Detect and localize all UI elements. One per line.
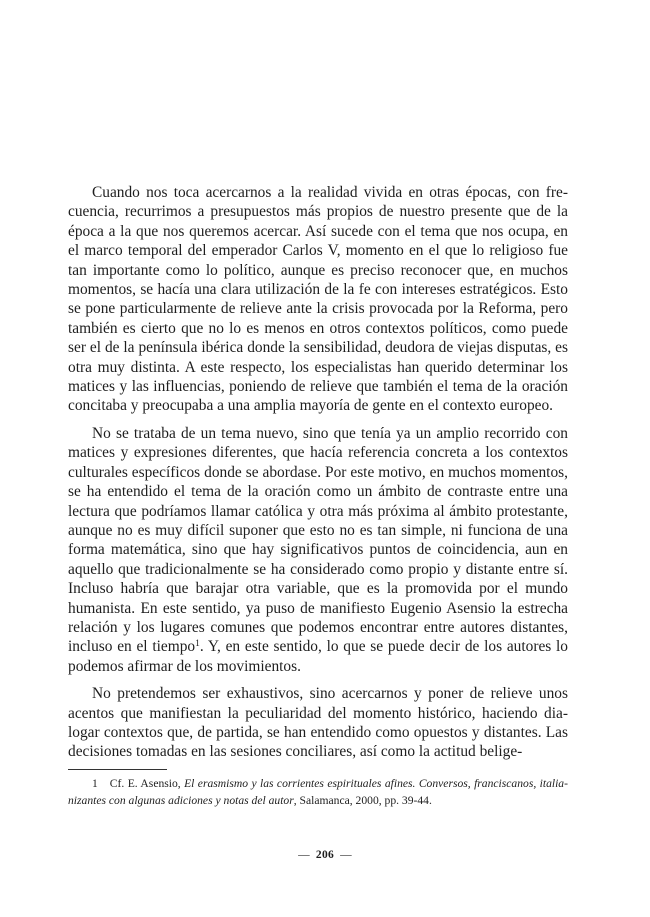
footnote-number: 1 [92,777,98,790]
footnote-citation-tail: , Salamanca, 2000, pp. 39-44. [293,794,432,807]
footnote-separator [68,769,167,770]
footnote [68,775,568,809]
paragraph-text: No se trataba de un tema nuevo, sino que tenía ya un amplio recorrido con matices y expresiones diferentes, que hacía referencia concreta a los contextos culturales específicos donde se abordase. Por este motivo, en muchos momentos, se ha entendido el tema de la oración como un ámbito de contraste entre una lectura que podríamos llamar católica y otra más próxima al ámbito protestante, aunque no es muy difícil suponer que esto no es tan simple, ni funciona de una forma matemática, sino que hay significativos puntos de coincidencia, aun en aquello que tradicionalmente se ha considerado como propio y distante entre sí. Incluso habría que barajar otra variable, que es la promovida por el mundo humanista. En este sentido, ya puso de manifiesto Eugenio Asensio la estrecha relación y los lugares comunes que podemos encontrar entre autores distantes, incluso en el tiempo [68,424,568,656]
footnote-reference[interactable]: 1 [195,639,200,650]
footnote-citation-lead: Cf. E. Asensio, [109,777,185,790]
footnote-book-title: El erasmismo y las corrientes espirituales afines. Conversos, franciscanos, italianizantes con algunas adiciones y notas del autor [68,777,568,807]
page-number [0,849,650,861]
paragraph-text: Cuando nos toca acercarnos a la realidad vivida en otras épocas, con frecuencia, recurrimos a presupuestos más propios de nuestro presente que de la época a la que nos queremos acercar. Así sucede con el tema que nos ocupa, en el marco temporal del emperador Carlos V, momento en el que lo religioso fue tan importante como lo político, aunque es preciso reconocer que, en muchos momentos, se hacía una clara utilización de la fe con intereses estratégicos. Esto se pone particularmente de relieve ante la crisis provocada por la Reforma, pero también es cierto que no lo es menos en otros contextos políticos, como puede ser el de la península ibérica donde la sensibilidad, deudora de viejas disputas, es otra muy distinta. A este respecto, los especialistas han querido determinar los matices y las influencias, poniendo de relieve que también el tema de la oración concitaba y preocupaba a una amplia mayoría de gente en el contexto europeo. [68,184,568,415]
paragraph-text: No pretendemos ser exhaustivos, sino acercarnos y poner de relieve unos acentos que manifiestan la peculiaridad del momento histórico, haciendo dialogar contextos que, de partida, se han entendido como opuestos y distantes. Las decisiones tomadas en las sesiones conciliares, así como la actitud belige- [68,685,568,761]
paragraph-text-continued: . Y, en este sentido, lo que se puede decir de los autores lo podemos afirmar de los movimientos. [68,638,568,675]
paragraph-3 [68,684,568,762]
page-number-dash-left: — [298,849,310,861]
body-text [68,183,568,770]
paragraph-1 [68,183,568,416]
page-number-dash-right: — [340,849,352,861]
page-number-value: 206 [315,849,335,861]
paragraph-2 [68,424,568,676]
